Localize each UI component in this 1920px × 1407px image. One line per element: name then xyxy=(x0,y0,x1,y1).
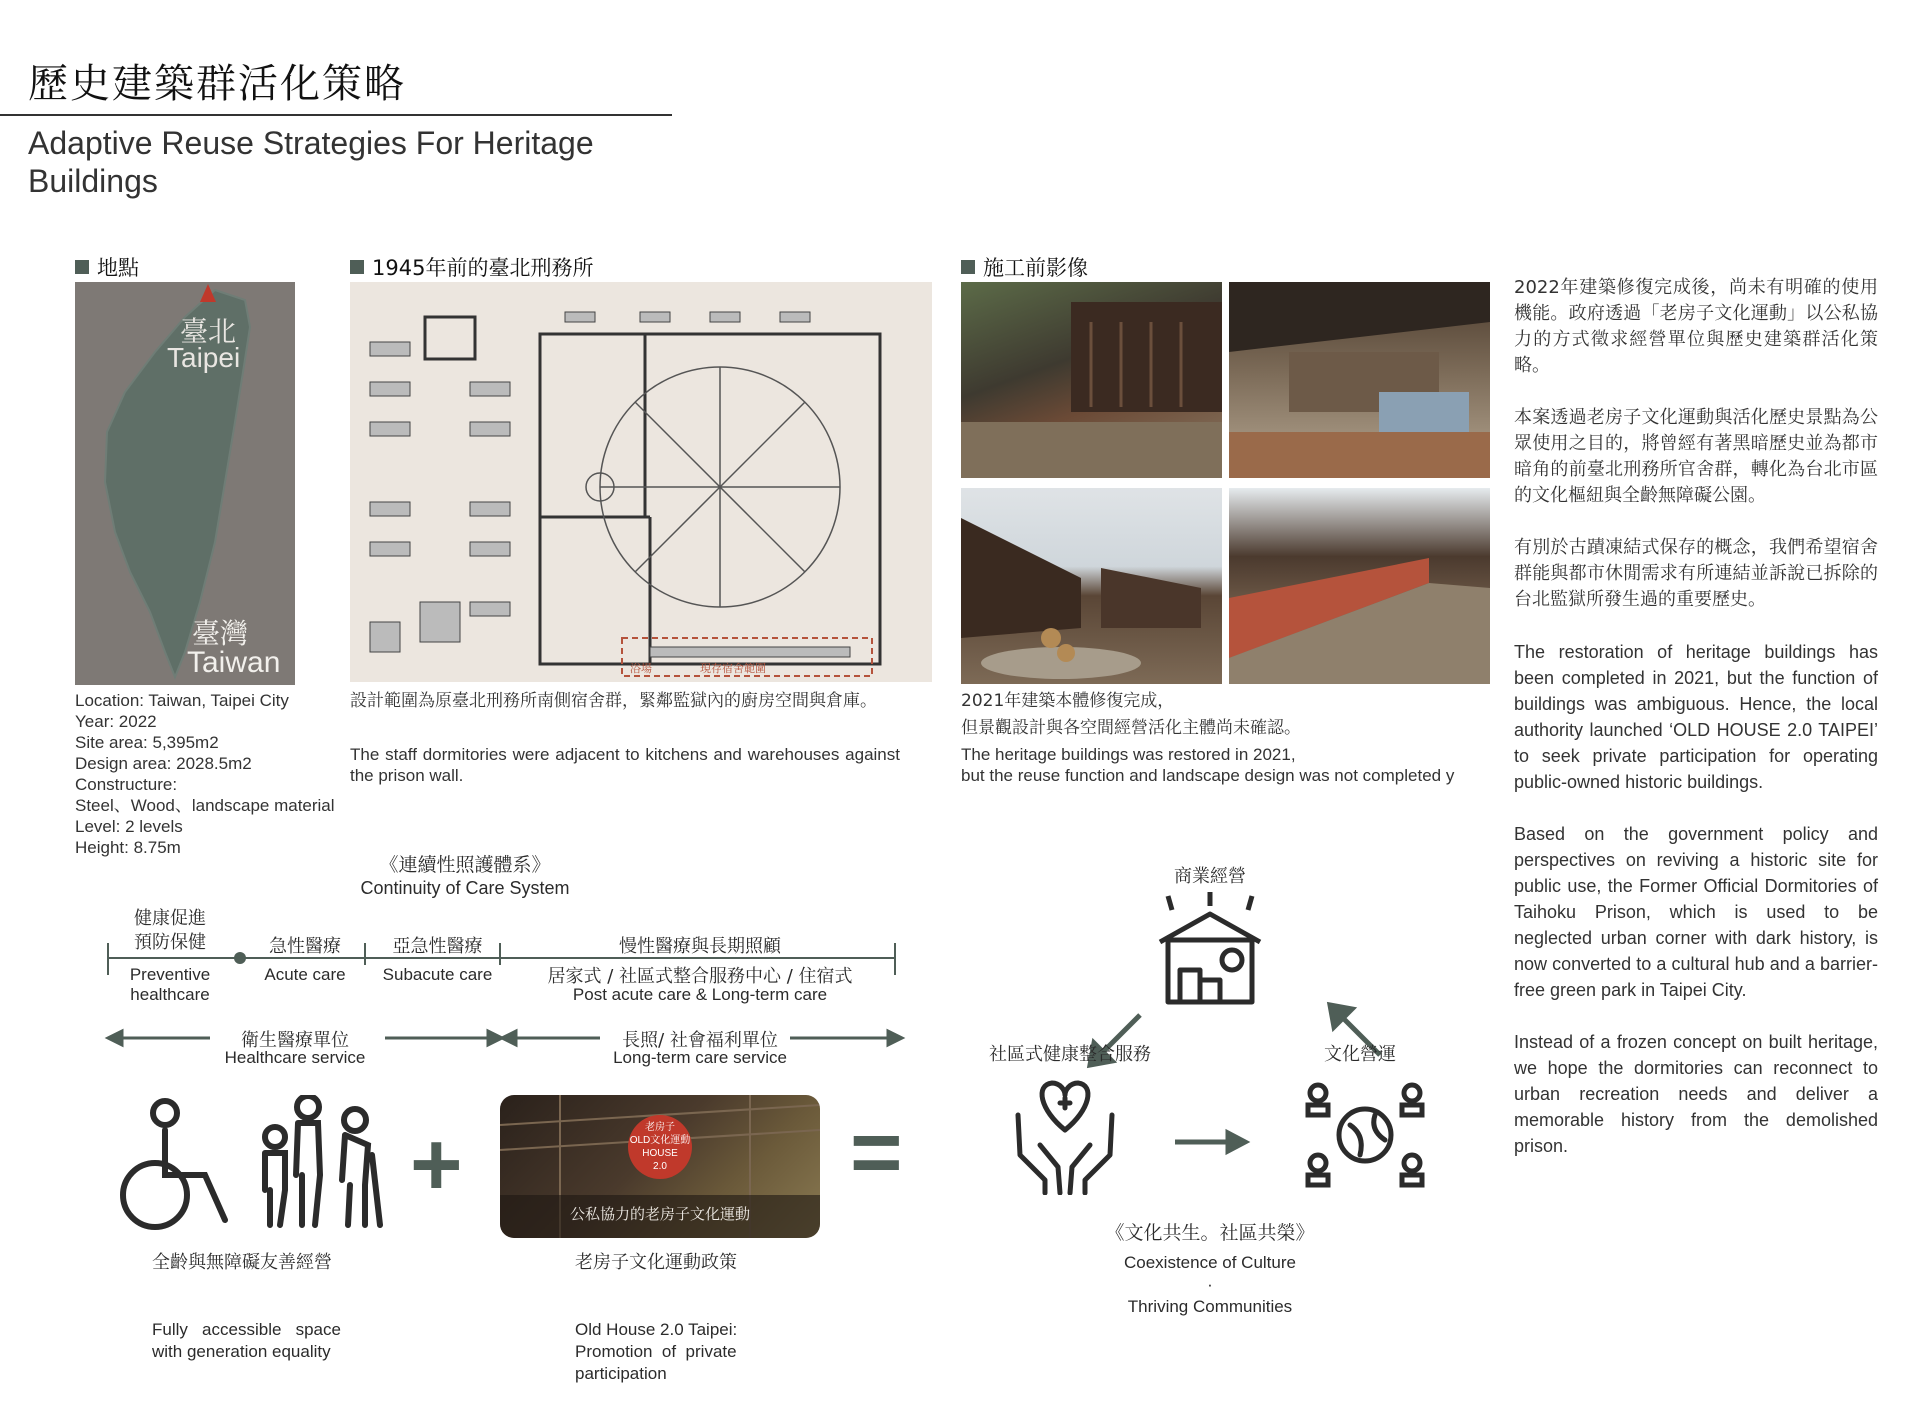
stage-subacute-en: Subacute care xyxy=(382,965,493,984)
photos-caption-zh-line2: 但景觀設計與各空間經營活化主體尚未確認。 xyxy=(961,718,1301,738)
plan-caption-en: The staff dormitories were adjacent to kitchens and warehouses against the prison wall. xyxy=(350,745,900,785)
detail-level: Level: 2 levels xyxy=(75,817,183,836)
cycle-culture-label: 文化營運 xyxy=(1324,1044,1396,1065)
stage-subacute-zh: 亞急性醫療 xyxy=(392,936,483,957)
legend-dorm-label: 現存宿舍範圍 xyxy=(700,662,766,675)
right-column-text xyxy=(1514,275,1878,1159)
map-label-city-zh: 臺北 xyxy=(180,315,237,348)
detail-design-area: Design area: 2028.5m2 xyxy=(75,754,252,773)
care-system-title-en: Continuity of Care System xyxy=(360,878,570,898)
building-photo-sketch xyxy=(961,282,1222,478)
community-globe-icon xyxy=(1300,1075,1430,1195)
square-bullet-icon xyxy=(350,260,364,274)
detail-constructure: Constructure: xyxy=(75,775,178,794)
map-label-country-en: Taiwan xyxy=(187,646,281,679)
stage-longterm-zh: 慢性醫療與長期照顧 xyxy=(619,936,781,957)
taiwan-map xyxy=(75,282,295,685)
stage-longterm-en: Post acute care & Long-term care xyxy=(572,985,828,1004)
old-house-logo: 老房子 OLD文化運動 HOUSE 2.0 xyxy=(628,1115,692,1179)
plus-sign: + xyxy=(410,1115,463,1215)
square-bullet-icon xyxy=(75,260,89,274)
legend-bath-label: 浴場 xyxy=(630,662,652,675)
plan-caption-zh: 設計範圍為原臺北刑務所南側宿舍群，緊鄰監獄內的廚房空間與倉庫。 xyxy=(350,691,877,711)
photos-caption-zh-line1: 2021年建築本體修復完成， xyxy=(961,691,1175,711)
photos-caption-zh xyxy=(961,688,1501,742)
site-photo-2 xyxy=(1229,282,1490,478)
page-subtitle: Adaptive Reuse Strategies For Heritage Buildings xyxy=(28,125,594,199)
stage-acute-zh: 急性醫療 xyxy=(269,936,341,957)
title-divider xyxy=(0,114,672,116)
cycle-title-zh: 《文化共生。社區共榮》 xyxy=(1105,1222,1315,1244)
care-system-title-zh: 《連續性照護體系》 xyxy=(379,854,551,876)
site-photo-1 xyxy=(961,282,1222,478)
detail-materials: Steel、Wood、landscape material xyxy=(75,796,335,815)
stage-longterm-types: 居家式 / 社區式整合服務中心 / 住宿式 xyxy=(547,966,853,987)
ltc-unit-en: Long-term care service xyxy=(613,1048,787,1067)
map-label-city-en: Taipei xyxy=(167,342,241,373)
old-house-photo xyxy=(500,1095,820,1238)
plan-heading: 1945年前的臺北刑務所 xyxy=(350,252,593,282)
intro-en-paragraph-3: Instead of a frozen concept on built heritage, we hope the dormitories can reconnect to urban recreation needs and deliver a memorable history from the demolished prison. xyxy=(1514,1032,1878,1156)
old-house-policy-zh: 老房子文化運動政策 xyxy=(575,1252,737,1273)
detail-year: Year: 2022 xyxy=(75,712,157,731)
intro-zh-paragraph-3: 有別於古蹟凍結式保存的概念，我們希望宿舍群能與都市休閒需求有所連結並訴說已拆除的台北監獄所發生過的重要歷史。 xyxy=(1514,537,1878,610)
old-house-policy-en: Old House 2.0 Taipei: Promotion of private participation xyxy=(575,1320,738,1383)
intro-zh-paragraph-2: 本案透過老房子文化運動與活化歷史景點為公眾使用之目的，將曾經有著黑暗歷史並為都市暗角的前臺北刑務所官舍群，轉化為台北市區的文化樞紐與全齡無障礙公園。 xyxy=(1514,407,1878,506)
site-photo-4 xyxy=(1229,488,1490,684)
square-bullet-icon xyxy=(961,260,975,274)
detail-site-area: Site area: 5,395m2 xyxy=(75,733,219,752)
equals-sign: = xyxy=(850,1103,903,1203)
healthcare-unit-en: Healthcare service xyxy=(224,1048,366,1067)
photos-caption-en-line2: but the reuse function and landscape design was not completed y xyxy=(961,766,1455,785)
photos-caption-en-line1: The heritage buildings was restored in 2021, xyxy=(961,745,1296,764)
brick-wall-photo-sketch xyxy=(1229,488,1490,684)
stage-preventive-en: Preventive healthcare xyxy=(129,965,211,1004)
accessible-title-zh: 全齡與無障礙友善經營 xyxy=(152,1252,332,1273)
location-heading: 地點 xyxy=(75,252,139,282)
map-label-country-zh: 臺灣 xyxy=(192,617,249,650)
old-house-photo-caption: 公私協力的老房子文化運動 xyxy=(569,1205,750,1223)
cycle-commerce-label: 商業經營 xyxy=(1174,866,1246,887)
detail-location: Location: Taiwan, Taipei City xyxy=(75,691,289,710)
project-details xyxy=(75,690,345,858)
health-care-hands-icon xyxy=(1010,1075,1120,1195)
stage-preventive-zh: 健康促進 預防保健 xyxy=(134,908,206,953)
corridor-photo-sketch xyxy=(1229,282,1490,478)
cycle-title-en: Coexistence of Culture · Thriving Communities xyxy=(1124,1253,1296,1316)
site-photo-3 xyxy=(961,488,1222,684)
detail-height: Height: 8.75m xyxy=(75,838,181,857)
cycle-community-health-label: 社區式健康整合服務 xyxy=(989,1044,1151,1065)
intro-zh-paragraph-1: 2022年建築修復完成後，尚未有明確的使用機能。政府透過「老房子文化運動」以公私協力的方式徵求經營單位與歷史建築群活化策略。 xyxy=(1514,277,1878,376)
intro-en-paragraph-2: Based on the government policy and perspectives on reviving a historic site for public use, the Former Official Dormitories of Taihoku Prison, which is used to be neglected urban corner with dark history, is now converted to a cultural hub and a barrier-free green park in Taipei City. xyxy=(1514,824,1878,1000)
ltc-unit-zh: 長照/ 社會福利單位 xyxy=(622,1030,778,1051)
courtyard-photo-sketch xyxy=(961,488,1222,684)
accessible-people-icon xyxy=(110,1095,390,1235)
page-title: 歷史建築群活化策略 xyxy=(28,61,406,107)
accessible-desc-en: Fully accessible space with generation equality xyxy=(152,1320,341,1361)
healthcare-unit-zh: 衛生醫療單位 xyxy=(241,1030,349,1051)
prison-site-plan xyxy=(350,282,932,682)
site-plan-drawing xyxy=(350,282,932,682)
photos-heading: 施工前影像 xyxy=(961,252,1088,282)
intro-en-paragraph-1: The restoration of heritage buildings has been completed in 2021, but the function of buildings was ambiguous. Hence, the local authority launched ‘OLD HOUSE 2.0 TAIPEI’ to seek private participation for operating public-owned historic buildings. xyxy=(1514,642,1878,792)
photos-caption-en xyxy=(961,744,1496,786)
stage-acute-en: Acute care xyxy=(264,965,346,984)
